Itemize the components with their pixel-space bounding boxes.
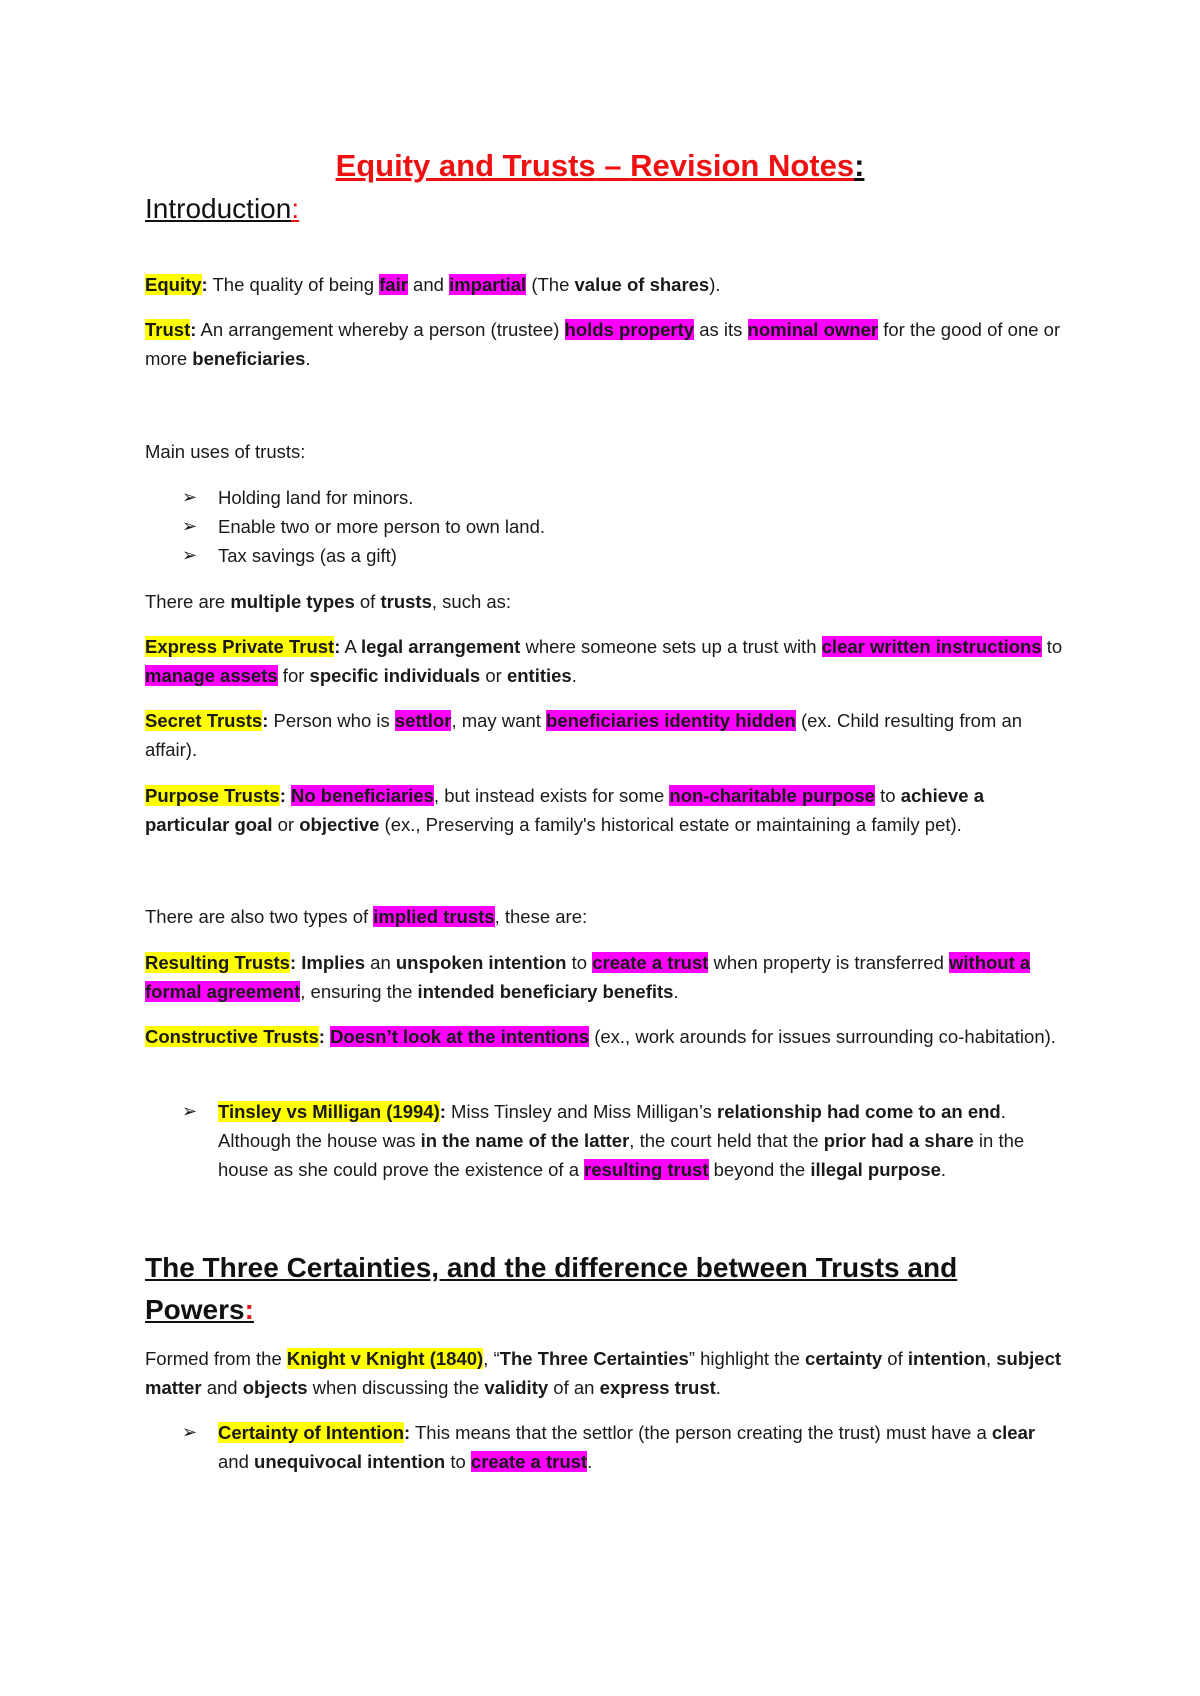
- arrow-bullet-icon: ➢: [182, 487, 198, 507]
- introduction-heading: Introduction:: [145, 193, 300, 224]
- document-page: Equity and Trusts – Revision Notes: Introduction: Equity: The quality of being fair and impartial (The value of shares). Trust: An arrangement whereby a person (trustee) holds property as its nominal owner for the good of one or more beneficiaries. Main uses of trusts: ➢ Holding land for minors. ➢ Enable two or more person to own land. ➢ Tax savings (as a gift) There are multiple types of trusts, such as: Express Private Trust: A legal arrangement where someone sets up a trust with clear written instructions to manage assets for specific individuals or entities. Secret Trusts: Person who is settlor, may want beneficiaries identity hidden (ex. Child resulting from an affair). Purpose Trusts: No beneficiaries, but instead exists for some non-charitable purpose to achieve a particular goal or objective (ex., Preserving a family's historical estate or maintaining a family pet). There are also two types of implied trusts, these are: Resulting Trusts: Implies an unspoken intention to create a trust when property is transferred without a formal agreement, ensuring the intended beneficiary benefits. Constructive Trusts: Doesn’t look at the intentions (ex., work arounds for issues surrounding co-habitation). ➢ Tinsley vs Milligan (1994): Miss Tinsley and Miss Milligan’s relationship had come to an end. Although the house was in the name of the latter, the court held that the prior had a share in the house as she could prove the existence of a resulting trust beyond the illegal purpose. The Three Certainties, and the difference between Trusts and Powers: Formed from the Knight v Knight (1840), “The Three Certainties” highlight the certainty of intention, subject matter and objects when discussing the validity of an express trust. ➢ Certainty of Intention: This means that the settlor (the person creating the trust) must have a clear and unequivocal intention to create a trust.: [0, 0, 1200, 1696]
- page-title: Equity and Trusts – Revision Notes:: [335, 148, 865, 183]
- constructive-trusts: Constructive Trusts: Doesn’t look at the intentions (ex., work arounds for issues surrounding co-habitation).: [145, 1026, 1056, 1047]
- knight-v-knight-paragraph: Formed from the Knight v Knight (1840), “The Three Certainties” highlight the certainty of intention, subject matter and objects when discussing the validity of an express trust.: [145, 1348, 1062, 1398]
- main-uses-intro: Main uses of trusts:: [145, 441, 306, 462]
- arrow-bullet-icon: ➢: [182, 1101, 198, 1121]
- multiple-types-intro: There are multiple types of trusts, such as:: [145, 591, 512, 612]
- arrow-bullet-icon: ➢: [182, 1422, 198, 1442]
- arrow-bullet-icon: ➢: [182, 545, 198, 565]
- secret-trusts: Secret Trusts: Person who is settlor, may want beneficiaries identity hidden (ex. Child resulting from an affair).: [145, 710, 1023, 760]
- arrow-bullet-icon: ➢: [182, 516, 198, 536]
- resulting-trusts: Resulting Trusts: Implies an unspoken intention to create a trust when property is transferred without a formal agreement, ensuring the intended beneficiary benefits.: [145, 952, 1031, 1002]
- implied-trusts-intro: There are also two types of implied trusts, these are:: [145, 906, 588, 927]
- purpose-trusts: Purpose Trusts: No beneficiaries, but instead exists for some non-charitable purpose to achieve a particular goal or objective (ex., Preserving a family's historical estate or maintaining a family pet).: [145, 785, 985, 835]
- trust-definition: Trust: An arrangement whereby a person (trustee) holds property as its nominal owner for the good of one or more beneficiaries.: [145, 319, 1061, 369]
- three-certainties-heading: The Three Certainties, and the difference between Trusts and Powers:: [145, 1252, 958, 1325]
- equity-definition: Equity: The quality of being fair and impartial (The value of shares).: [145, 274, 721, 295]
- express-private-trust: Express Private Trust: A legal arrangement where someone sets up a trust with clear written instructions to manage assets for specific individuals or entities.: [145, 636, 1063, 686]
